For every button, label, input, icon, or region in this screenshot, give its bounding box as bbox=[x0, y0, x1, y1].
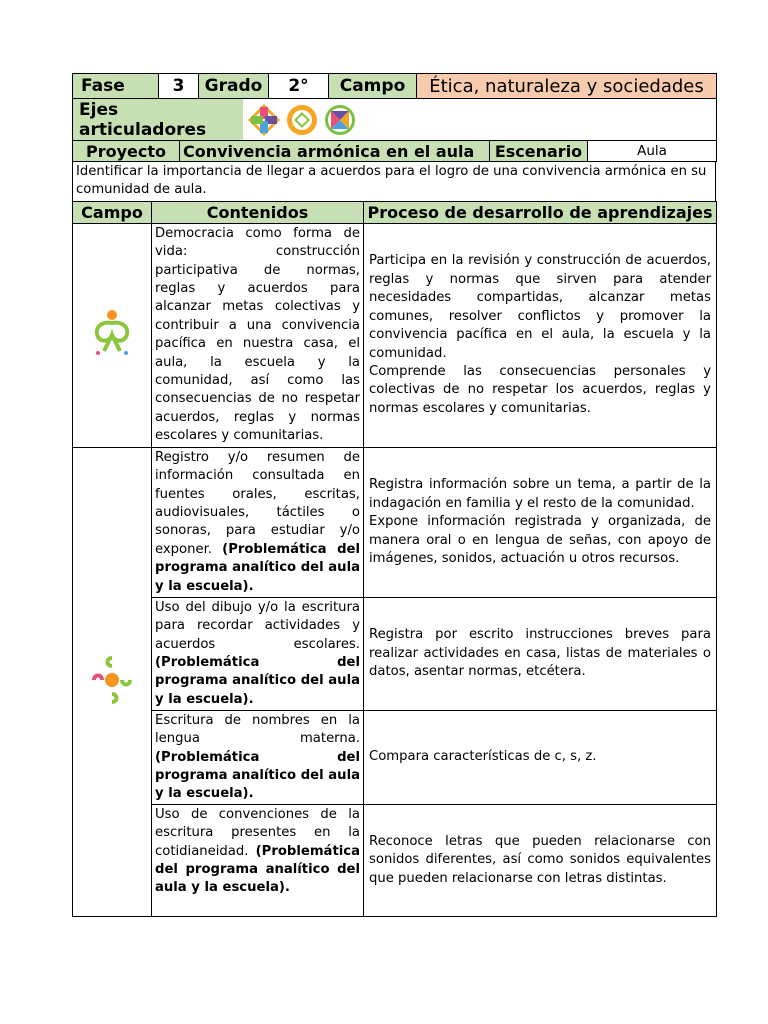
problematica-text: (Problemática del programa analítico del aula y la escuela). bbox=[155, 843, 360, 896]
grado-value: 2° bbox=[269, 74, 329, 99]
proceso-cell bbox=[364, 597, 717, 710]
contenido-text: Uso de convenciones de la escritura presentes en la cotidianeidad. bbox=[155, 806, 360, 859]
proceso-text: Compara características de c, s, z. bbox=[369, 749, 597, 765]
escenario-label: Escenario bbox=[490, 141, 588, 162]
col-campo: Campo bbox=[73, 201, 152, 223]
proceso-cell bbox=[364, 804, 717, 916]
escenario-value: Aula bbox=[588, 141, 717, 162]
proceso-cell bbox=[364, 710, 717, 804]
problematica-text: (Problemática del programa analítico del aula y la escuela). bbox=[155, 749, 360, 802]
proyecto-value: Convivencia armónica en el aula bbox=[180, 141, 490, 162]
proceso-text: Participa en la revisión y construcción de acuerdos, reglas y normas que sirven para atender necesidades compartidas, alcanzar metas comunes, resolver conflictos y promover la convivencia pacífica en el aula, la escuela y la comunidad. bbox=[369, 253, 711, 361]
proyecto-table bbox=[72, 140, 717, 162]
col-proceso: Proceso de desarrollo de aprendizajes bbox=[364, 201, 717, 223]
header-table bbox=[72, 73, 717, 99]
contenido-text: Democracia como forma de vida: construcción participativa de normas, reglas y acuerdos para alcanzar metas colectivas y contribuir a una convivencia pacífica en nuestra casa, el aula, la escuela y la comunidad, así como las consecuencias de no respetar acuerdos, reglas y normas escolares y comunitarias. bbox=[155, 225, 360, 444]
proyecto-label: Proyecto bbox=[73, 141, 180, 162]
proceso-text: Expone información registrada y organizada, de manera oral o en lengua de señas, con apoyo de imágenes, sonidos, actuación u otros recursos. bbox=[369, 514, 711, 566]
ejes-icons bbox=[243, 99, 717, 141]
interculturalidad-icon bbox=[323, 103, 357, 137]
fase-value: 3 bbox=[159, 74, 199, 99]
proceso-text: Registra información sobre un tema, a partir de la indagación en familia y el resto de la comunidad. bbox=[369, 477, 711, 511]
proceso-text: Registra por escrito instrucciones breves para realizar actividades en casa, listas de materiales o datos, asentar normas, etcétera. bbox=[369, 627, 711, 680]
pensamiento-critico-icon bbox=[285, 103, 319, 137]
problematica-text: (Problemática del programa analítico del aula y la escuela). bbox=[155, 541, 360, 594]
objetivo-text: Identificar la importancia de llegar a acuerdos para el logro de una convivencia armónica en su comunidad de aula. bbox=[73, 162, 716, 202]
col-contenidos: Contenidos bbox=[152, 201, 364, 223]
proceso-text: Comprende las consecuencias personales y colectivas de no respetar los acuerdos, reglas y normas escolares y comunitarias. bbox=[369, 363, 711, 416]
fase-label: Fase bbox=[73, 74, 159, 99]
problematica-text: (Problemática del programa analítico del aula y la escuela). bbox=[155, 655, 360, 707]
contenido-text: Registro y/o resumen de información consultada en fuentes orales, escritas, audiovisuales, táctiles o sonoras, para estudiar y/o exponer. bbox=[155, 449, 360, 557]
proceso-cell bbox=[364, 447, 717, 597]
lenguajes-icon bbox=[90, 655, 134, 705]
contenido-cell bbox=[152, 223, 364, 447]
campo-icon-cell bbox=[73, 223, 152, 447]
contenido-cell bbox=[152, 447, 364, 597]
proceso-text: Reconoce letras que pueden relacionarse con sonidos diferentes, así como sonidos equivalentes que pueden relacionarse con letras distintas. bbox=[369, 833, 711, 886]
vida-saludable-icon bbox=[90, 307, 134, 359]
campo-value: Ética, naturaleza y sociedades bbox=[417, 74, 717, 99]
inclusion-icon bbox=[247, 103, 281, 137]
ejes-label: Ejes articuladores bbox=[73, 99, 243, 141]
contenido-text: Uso del dibujo y/o la escritura para recordar actividades y acuerdos escolares. bbox=[155, 599, 360, 652]
campo-label: Campo bbox=[329, 74, 417, 99]
grado-label: Grado bbox=[199, 74, 269, 99]
contenidos-table bbox=[72, 201, 717, 917]
contenido-cell bbox=[152, 710, 364, 804]
proceso-cell bbox=[364, 223, 717, 447]
ejes-table bbox=[72, 98, 717, 141]
campo-icon-cell bbox=[73, 447, 152, 916]
objetivo-table bbox=[72, 161, 716, 202]
contenido-text: Escritura de nombres en la lengua materna. bbox=[155, 712, 360, 747]
contenido-cell bbox=[152, 597, 364, 710]
contenido-cell bbox=[152, 804, 364, 916]
planning-sheet bbox=[72, 73, 716, 917]
